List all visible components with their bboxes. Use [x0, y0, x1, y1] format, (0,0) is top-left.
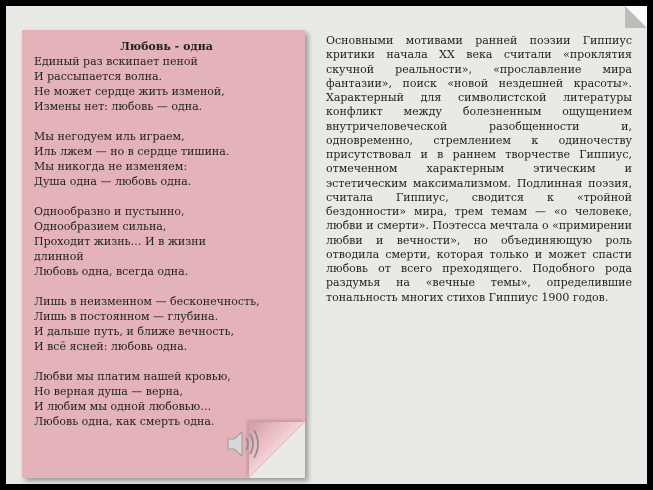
slide-corner-fold: [625, 6, 647, 28]
poem-line: Душа одна — любовь одна.: [34, 175, 192, 188]
poem-stanza-5: [34, 369, 299, 429]
poem-line: И дальше путь, и ближе вечность,: [34, 325, 235, 338]
poem-card: [22, 30, 305, 478]
poem-line: И любим мы одной любовью…: [34, 400, 212, 413]
poem-line: Лишь в постоянном — глубина.: [34, 310, 219, 323]
poem-stanza-2: [34, 129, 299, 189]
poem-line: Не может сердце жить изменой,: [34, 85, 225, 98]
poem-line: Единый раз вскипает пеной: [34, 55, 198, 68]
poem-line: Любовь одна, всегда одна.: [34, 265, 189, 278]
poem-line: Мы негодуем иль играем,: [34, 130, 185, 143]
speaker-icon[interactable]: [224, 426, 264, 462]
poem-line: длинной: [34, 250, 84, 263]
poem-line: Измены нет: любовь — одна.: [34, 100, 203, 113]
poem-line: И всё ясней: любовь одна.: [34, 340, 188, 353]
poem-line: И рассыпается волна.: [34, 70, 163, 83]
poem-line: Любви мы платим нашей кровью,: [34, 370, 231, 383]
poem-line: Однообразием сильна,: [34, 220, 167, 233]
poem-stanza-4: [34, 294, 299, 354]
essay-text: Основными мотивами ранней поэзии Гиппиус критики начала XX века считали «проклятия скучной реальности», «прославление мира фантазии», поиск «новой нездешней красоты». Характерный для символистской литературы конфликт между болезненным ощущением внутричеловеческой разобщенности и, одновременно, стремлением к одиночеству присутствовал и в раннем творчестве Гиппиус, отмеченном характерным этическим и эстетическим максимализмом. Подлинная поэзия, считала Гиппиус, сводится к «тройной бездонности» мира, трем темам — «о человеке, любви и смерти». Поэтесса мечтала о «примирении любви и вечности», но объединяющую роль отводила смерти, которая только и может спасти любовь от всего преходящего. Подобного рода раздумья на «вечные темы», определившие тональность многих стихов Гиппиус 1900 годов.: [326, 34, 632, 304]
poem-line: Лишь в неизменном — бесконечность,: [34, 295, 260, 308]
poem-line: Мы никогда не изменяем:: [34, 160, 188, 173]
poem-line: Иль лжем — но в сердце тишина.: [34, 145, 230, 158]
poem-stanza-3: [34, 204, 299, 279]
poem-title: Любовь - одна: [120, 40, 213, 53]
poem-line: Любовь одна, как смерть одна.: [34, 415, 215, 428]
poem-line: Однообразно и пустынно,: [34, 205, 185, 218]
poem-line: Но верная душа — верна,: [34, 385, 183, 398]
slide: [6, 6, 647, 484]
poem-line: Проходит жизнь… И в жизни: [34, 235, 206, 248]
poem-stanza-1: [34, 54, 299, 114]
poem: [34, 39, 299, 444]
